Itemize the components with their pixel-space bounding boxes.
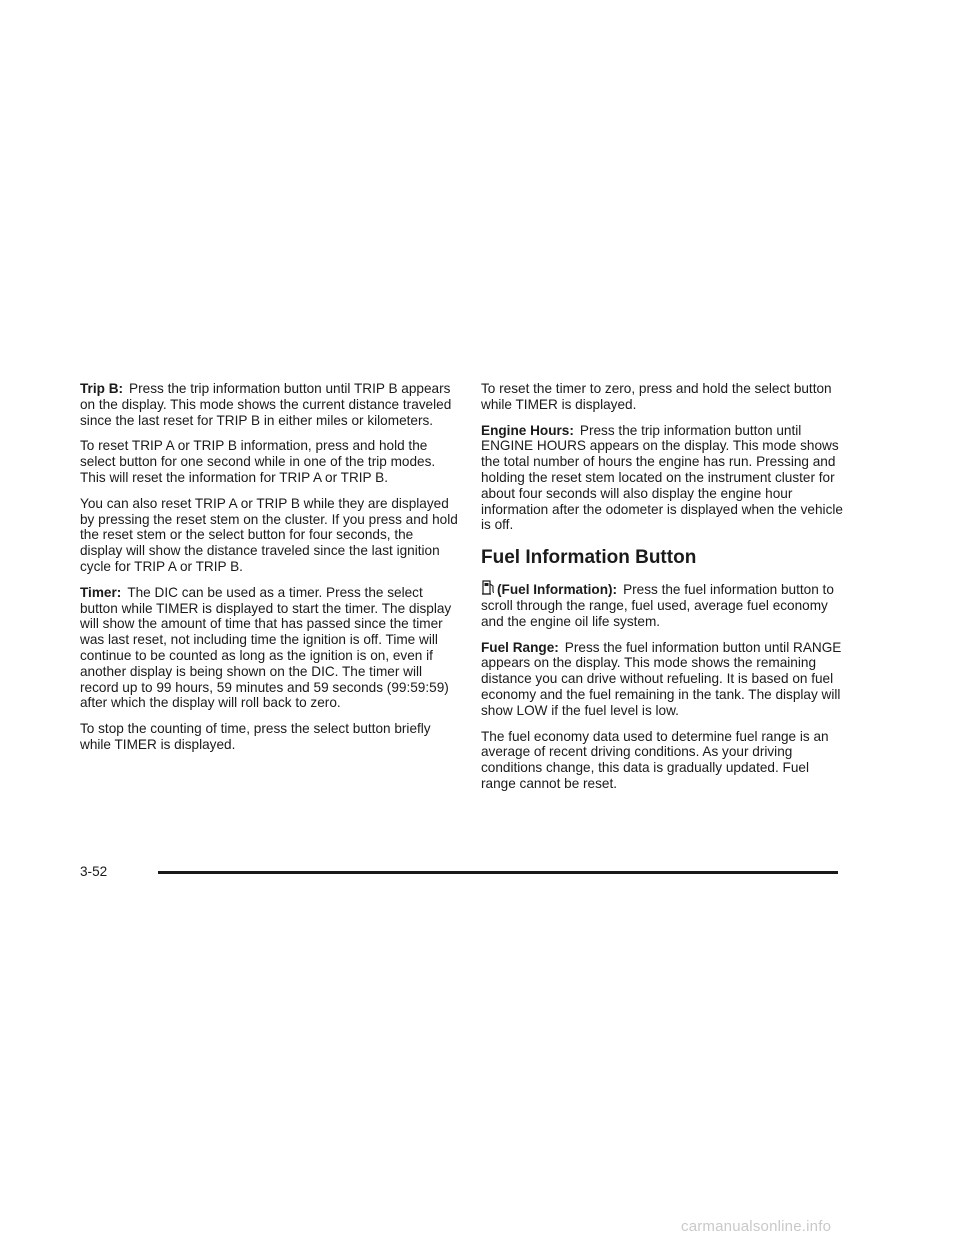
fuel-info-text: Press the fuel information button to scroll through the range, fuel used, average fuel economy and the engine oil life system. [481, 582, 834, 629]
left-column [80, 381, 458, 763]
trip-b-term: Trip B: [80, 381, 124, 396]
right-column [481, 381, 846, 802]
fuel-pump-icon [481, 579, 496, 595]
timer-text: The DIC can be used as a timer. Press the select button while TIMER is displayed to start the timer. The display will show the amount of time that has passed since the timer was last reset, not including time the ignition is off. Time will continue to be counted as long as the ignition is on, even if another display is being shown on the DIC. The timer will record up to 99 hours, 59 minutes and 59 seconds (99:59:59) after which the display will roll back to zero. [80, 584, 452, 711]
fuel-range-paragraph [481, 640, 846, 719]
reset-trip-paragraph: To reset TRIP A or TRIP B information, press and hold the select button for one second while in one of the trip modes. This will reset the information for TRIP A or TRIP B. [80, 438, 436, 485]
fuel-information-heading: Fuel Information Button [481, 547, 697, 569]
engine-hours-paragraph [481, 423, 846, 534]
timer-paragraph [80, 585, 458, 711]
stop-timer-paragraph: To stop the counting of time, press the select button briefly while TIMER is displayed. [80, 721, 431, 752]
engine-hours-text: Press the trip information button until ENGINE HOURS appears on the display. This mode shows the total number of hours the engine has run. Pressing and holding the reset stem located on the instrument cluster for about four seconds will also display the engine hour information after the odometer is displayed when the vehicle is off. [481, 422, 843, 533]
trip-b-paragraph [80, 381, 458, 428]
page-number: 3-52 [80, 864, 108, 879]
footer-rule [158, 871, 838, 874]
fuel-info-term: (Fuel Information): [497, 582, 618, 598]
fuel-range-term: Fuel Range: [481, 639, 559, 655]
fuel-range-text: Press the fuel information button until RANGE appears on the display. This mode shows the remaining distance you can drive without refueling. It is based on fuel economy and the fuel remaining in the tank. The display will show LOW if the fuel level is low. [481, 639, 842, 718]
reset-timer-paragraph: To reset the timer to zero, press and hold the select button while TIMER is displayed. [481, 381, 832, 412]
fuel-info-paragraph [481, 579, 846, 629]
also-reset-paragraph: You can also reset TRIP A or TRIP B while they are displayed by pressing the reset stem on the cluster. If you press and hold the reset stem or the select button for four seconds, the display will show the distance traveled since the last ignition cycle for TRIP A or TRIP B. [80, 495, 458, 574]
fuel-economy-data-paragraph: The fuel economy data used to determine fuel range is an average of recent driving conditions. As your driving conditions change, this data is gradually updated. Fuel range cannot be reset. [481, 728, 829, 791]
engine-hours-term: Engine Hours: [481, 422, 574, 438]
timer-term: Timer: [80, 584, 122, 600]
trip-b-text: Press the trip information button until TRIP B appears on the display. This mode shows the current distance traveled since the last reset for TRIP B in either miles or kilometers. [80, 381, 452, 428]
watermark-text: carmanualsonline.info [681, 1218, 832, 1235]
